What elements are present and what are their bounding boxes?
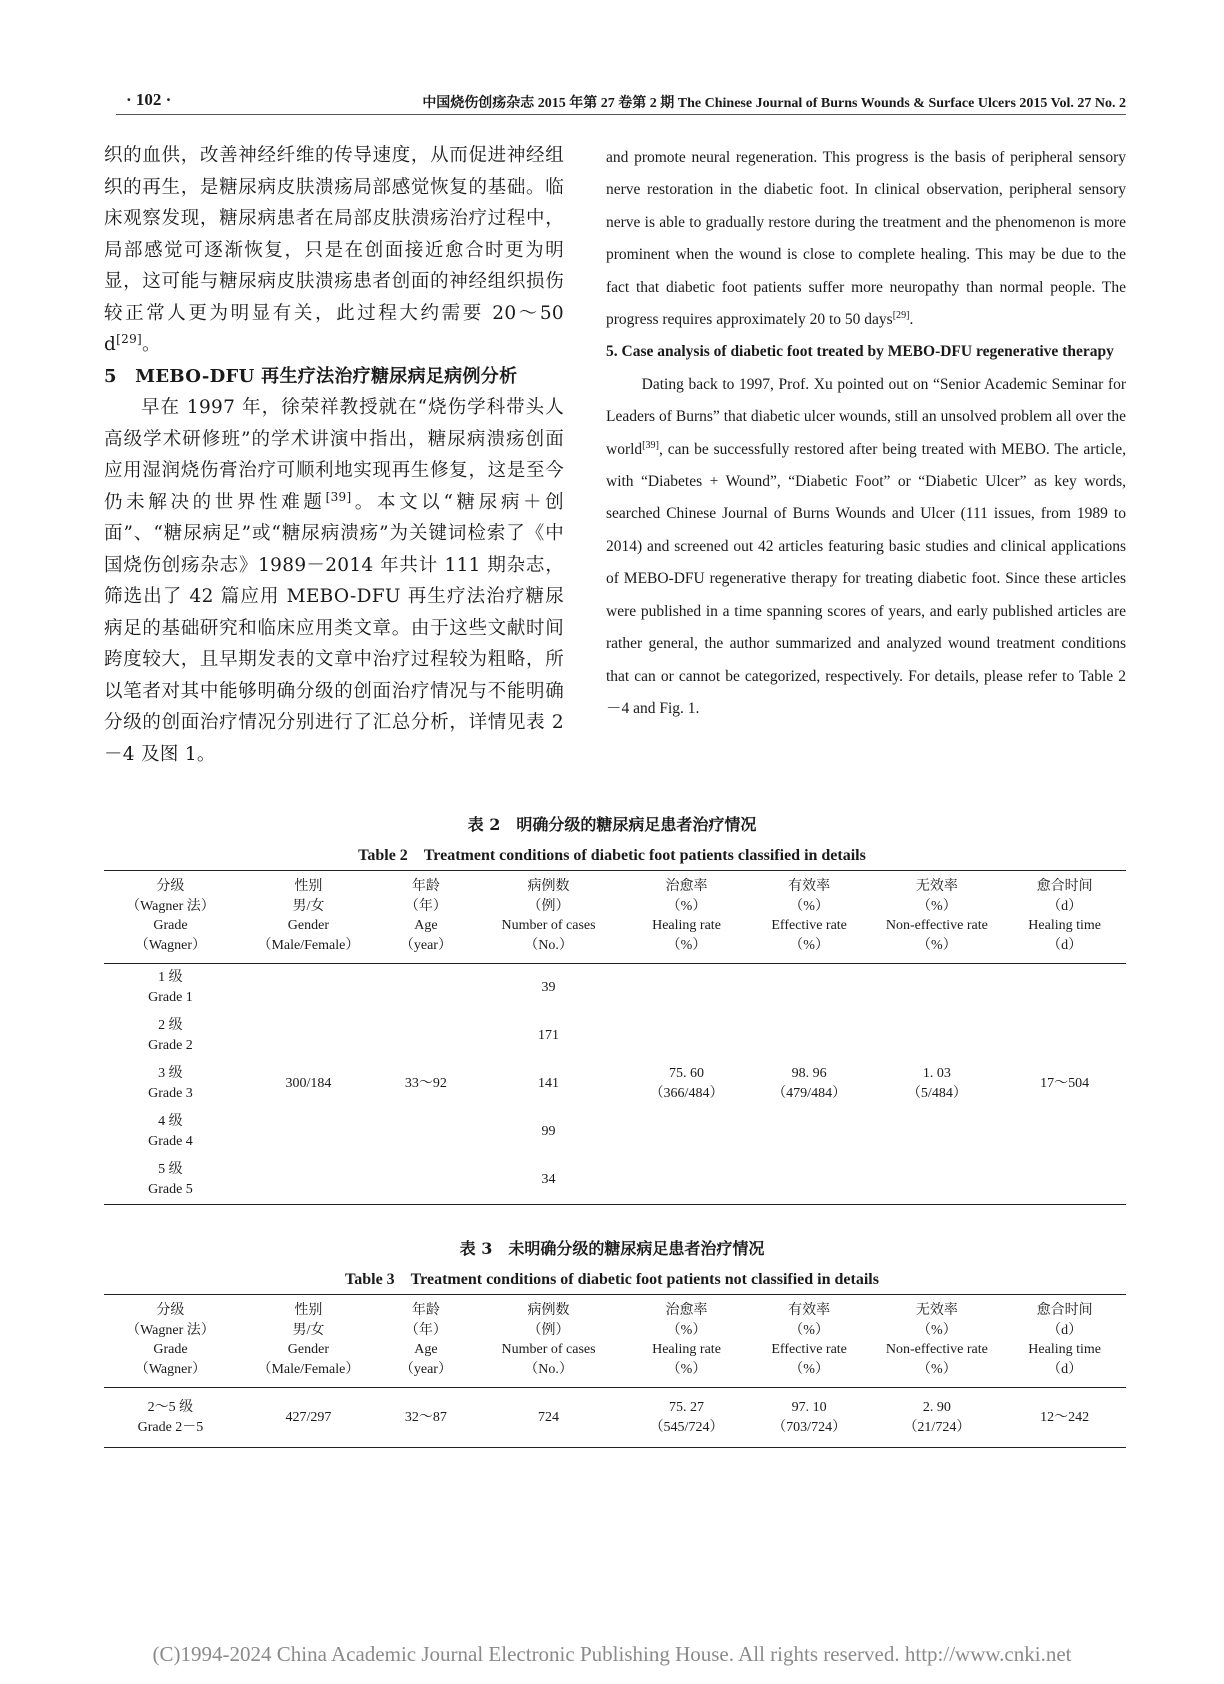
healing-rate-cell: 75. 27 （545/724） (649, 1399, 724, 1435)
column-header: 病例数 （例） Number of cases （No.） (501, 879, 596, 953)
cases-cell: 99 (541, 1124, 556, 1139)
column-header: 无效率 （%） Non-effective rate （%） (885, 879, 988, 953)
noneffective-rate-cell: 2. 90 （21/724） (903, 1399, 971, 1435)
age-cell: 33～92 (404, 1076, 447, 1091)
column-header: 有效率 （%） Effective rate （%） (771, 879, 847, 953)
healing-time-cell: 17～504 (1040, 1076, 1090, 1091)
journal-title: 中国烧伤创疡杂志 2015 年第 27 卷第 2 期 The Chinese Journal of Burns Wounds & Surface Ulcers 2015 Vol. 27 No. 2 (422, 96, 1126, 111)
cases-cell: 34 (541, 1172, 556, 1187)
column-header: 分级 （Wagner 法） Grade （Wagner） (126, 1303, 215, 1377)
column-header: 愈合时间 （d） Healing time （d） (1028, 1303, 1101, 1377)
citation: [29] (892, 309, 910, 321)
citation: [39] (642, 439, 659, 451)
gender-cell: 300/184 (285, 1076, 332, 1091)
healing-rate-cell: 75. 60 （366/484） (649, 1066, 724, 1101)
column-header: 年龄 （年） Age （year） (399, 1303, 452, 1377)
cn-paragraph: 织的血供，改善神经纤维的传导速度，从而促进神经组织的再生，是糖尿病皮肤溃疡局部感觉恢复的基础。临床观察发现，糖尿病患者在局部皮肤溃疡治疗过程中，局部感觉可逐渐恢复，只是在创面接近愈合时更为明显，这可能与糖尿病皮肤溃疡患者创面的神经组织损伤较正常人更为明显有关，此过程大约需要 20～50 d[29]。 (104, 145, 564, 355)
column-header: 病例数 （例） Number of cases （No.） (501, 1303, 596, 1377)
page-number: · 102 · (126, 90, 172, 109)
effective-rate-cell: 98. 96 （479/484） (772, 1066, 847, 1101)
table-header-row (104, 1295, 1126, 1388)
cases-cell: 39 (541, 980, 556, 995)
table3-caption-en: Table 3 Treatment conditions of diabetic foot patients not classified in details (345, 1271, 879, 1288)
cases-cell: 171 (538, 1028, 560, 1043)
noneffective-rate-cell: 1. 03 （5/484） (906, 1066, 967, 1101)
table-header-row (104, 871, 1126, 964)
cases-cell: 141 (538, 1076, 560, 1091)
table3-caption-cn: 表 3 未明确分级的糖尿病足患者治疗情况 (459, 1239, 765, 1258)
column-header: 愈合时间 （d） Healing time （d） (1028, 879, 1101, 953)
age-cell: 32～87 (404, 1409, 447, 1425)
cn-section-heading: 5 MEBO-DFU 再生疗法治疗糖尿病足病例分析 (104, 365, 518, 387)
column-header: 年龄 （年） Age （year） (399, 879, 452, 953)
grade-cell: 4 级 Grade 4 (148, 1114, 193, 1149)
table-row (104, 1388, 1126, 1448)
gender-cell: 427/297 (285, 1409, 332, 1425)
healing-time-cell: 12～242 (1040, 1409, 1090, 1425)
grade-cell: 2 级 Grade 2 (148, 1018, 193, 1053)
table2-caption-en: Table 2 Treatment conditions of diabetic foot patients classified in details (358, 847, 866, 864)
en-section-heading: 5. Case analysis of diabetic foot treated by MEBO-DFU regenerative therapy (606, 343, 1114, 361)
grade-cell: 5 级 Grade 5 (148, 1162, 193, 1197)
table-2 (104, 870, 1126, 1205)
en-paragraph: Dating back to 1997, Prof. Xu pointed out on “Senior Academic Seminar for Leaders of Burns” that diabetic ulcer wounds, still an unsolved problem all over the world[39], can be successfully restored after being treated with MEBO. The article, with “Diabetes + Wound”, “Diabetic Foot” or “Diabetic Ulcer” as key words, searched Chinese Journal of Burns Wounds and Ulcer (111 issues, from 1989 to 2014) and screened out 42 articles featuring basic studies and clinical applications of MEBO-DFU regenerative therapy for treating diabetic foot. Since these articles were published in a time spanning scores of years, and early published articles are rather general, the author summarized and analyzed wound treatment conditions that can or cannot be categorized, respectively. For details, please refer to Table 2－4 and Fig. 1. (606, 375, 1126, 717)
running-header (116, 88, 1126, 115)
table-3 (104, 1294, 1126, 1448)
column-header: 性别 男/女 Gender （Male/Female） (257, 879, 360, 953)
cases-cell: 724 (538, 1409, 560, 1425)
citation: [39] (325, 489, 352, 504)
grade-cell: 2～5 级 Grade 2－5 (137, 1399, 204, 1435)
table-row (104, 964, 1126, 1013)
column-header: 分级 （Wagner 法） Grade （Wagner） (126, 879, 215, 953)
grade-cell: 3 级 Grade 3 (148, 1066, 193, 1101)
column-header: 有效率 （%） Effective rate （%） (771, 1303, 847, 1377)
column-header: 治愈率 （%） Healing rate （%） (652, 879, 721, 953)
copyright-footer: (C)1994-2024 China Academic Journal Electronic Publishing House. All rights reserved. http://www.cnki.net (152, 1642, 1072, 1666)
english-column (606, 142, 1126, 725)
citation: [29] (116, 331, 143, 346)
en-paragraph: and promote neural regeneration. This progress is the basis of peripheral sensory nerve restoration in the diabetic foot. In clinical observation, peripheral sensory nerve is able to gradually restore during the treatment and the phenomenon is more prominent when the wound is close to complete healing. This may be due to the fact that diabetic foot patients suffer more neuropathy than normal people. The progress requires approximately 20 to 50 days[29]. (606, 149, 1126, 329)
column-header: 无效率 （%） Non-effective rate （%） (885, 1303, 988, 1377)
column-header: 治愈率 （%） Healing rate （%） (652, 1303, 721, 1377)
column-header: 性别 男/女 Gender （Male/Female） (257, 1303, 360, 1377)
effective-rate-cell: 97. 10 （703/724） (772, 1399, 847, 1435)
cn-paragraph: 早在 1997 年，徐荣祥教授就在“烧伤学科带头人高级学术研修班”的学术讲演中指出，糖尿病溃疡创面应用湿润烧伤膏治疗可顺利地实现再生修复，这是至今仍未解决的世界性难题[39]。本文以“糖尿病＋创面”、“糖尿病足”或“糖尿病溃疡”为关键词检索了《中国烧伤创疡杂志》1989－2014 年共计 111 期杂志，筛选出了 42 篇应用 MEBO-DFU 再生疗法治疗糖尿病足的基础研究和临床应用类文章。由于这些文献时间跨度较大，且早期发表的文章中治疗过程较为粗略，所以笔者对其中能够明确分级的创面治疗情况与不能明确分级的创面治疗情况分别进行了汇总分析，详情见表 2－4 及图 1。 (104, 397, 564, 765)
chinese-column (104, 140, 564, 770)
grade-cell: 1 级 Grade 1 (148, 970, 193, 1005)
table2-caption-cn: 表 2 明确分级的糖尿病足患者治疗情况 (467, 815, 757, 834)
